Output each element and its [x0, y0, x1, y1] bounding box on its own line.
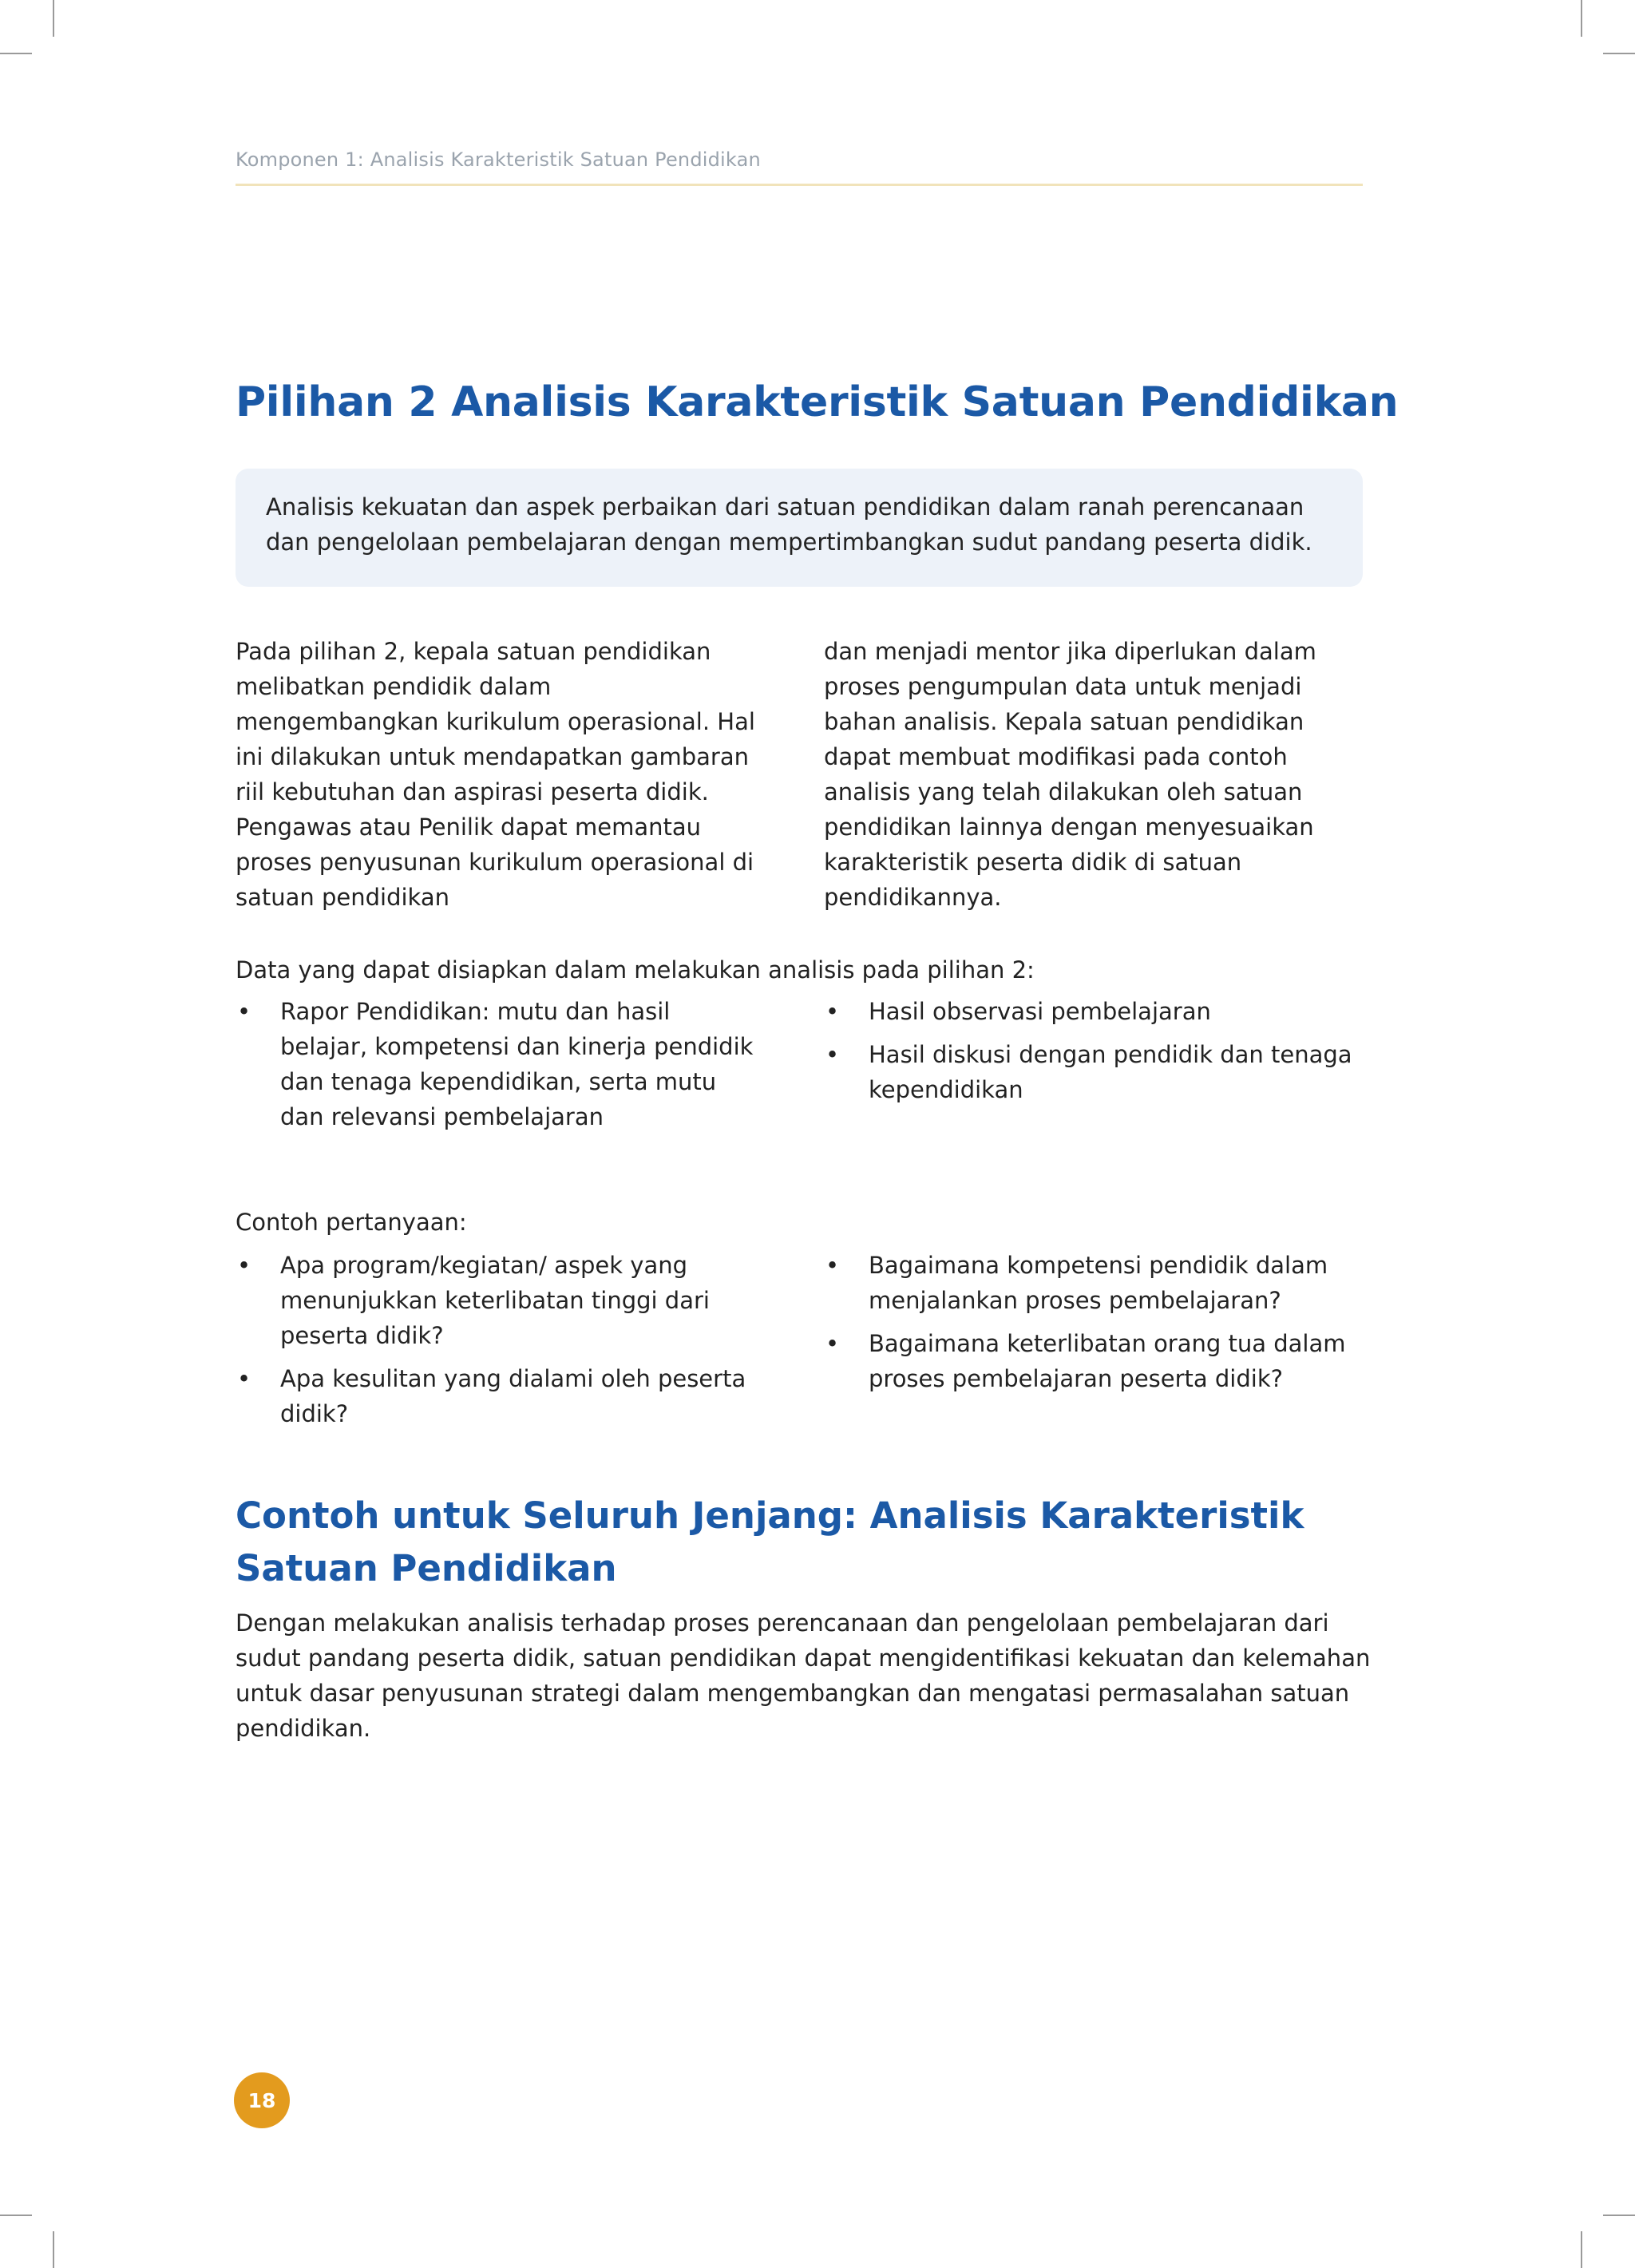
header-divider — [236, 184, 1363, 186]
crop-mark-bottom-right-vertical — [1581, 2231, 1582, 2268]
data-list-left — [236, 994, 762, 1142]
example-body: Dengan melakukan analisis terhadap proses perencanaan dan pengelolaan pembelajaran dari sudut pandang peserta didik, satuan pendidikan dapat mengidentifikasi kekuatan dan kelemahan untuk dasar penyusunan strategi dalam mengembangkan dan mengatasi permasalahan satuan pendidikan. — [236, 1609, 1371, 1742]
intro-left-column: Pada pilihan 2, kepala satuan pendidikan melibatkan pendidik dalam mengembangkan kurikulum operasional. Hal ini dilakukan untuk mendapatkan gambaran riil kebutuhan dan aspirasi peserta didik. Pengawas atau Penilik dapat memantau proses penyusunan kurikulum operasional di satuan pendidikan — [236, 638, 755, 911]
crop-mark-top-left-vertical — [53, 0, 54, 37]
intro-right-column: dan menjadi mentor jika diperlukan dalam proses pengumpulan data untuk menjadi bahan analisis. Kepala satuan pendidikan dapat membuat modifikasi pada contoh analisis yang telah dilakukan oleh satuan pendidikan lainnya dengan menyesuaikan karakteristik peserta didik di satuan pendidikannya. — [824, 638, 1316, 911]
page-number-badge: 18 — [234, 2072, 290, 2128]
bullet-icon: • — [237, 1365, 251, 1392]
crop-mark-bottom-left-horizontal — [0, 2215, 32, 2216]
bullet-icon: • — [237, 1252, 251, 1279]
list-item — [236, 1248, 758, 1353]
questions-list-left — [236, 1248, 758, 1439]
list-item — [824, 1037, 1367, 1107]
list-item-text: Bagaimana kompetensi pendidik dalam menjalankan proses pembelajaran? — [869, 1252, 1328, 1314]
list-item-text: Hasil observasi pembelajaran — [869, 998, 1211, 1025]
questions-list-right — [824, 1248, 1359, 1404]
crop-mark-top-right-vertical — [1581, 0, 1582, 37]
list-item-text: Rapor Pendidikan: mutu dan hasil belajar, kompetensi dan kinerja pendidik dan tenaga kependidikan, serta mutu dan relevansi pembelajaran — [280, 998, 754, 1130]
bullet-icon: • — [825, 1330, 840, 1357]
list-item — [236, 994, 762, 1134]
section-title: Pilihan 2 Analisis Karakteristik Satuan Pendidikan — [236, 378, 1399, 426]
data-list-lead: Data yang dapat disiapkan dalam melakukan analisis pada pilihan 2: — [236, 956, 1035, 984]
crop-mark-top-left-horizontal — [0, 53, 32, 54]
crop-mark-top-right-horizontal — [1603, 53, 1635, 54]
bullet-icon: • — [825, 1252, 840, 1279]
summary-callout — [236, 469, 1363, 587]
questions-lead: Contoh pertanyaan: — [236, 1209, 467, 1236]
list-item-text: Bagaimana keterlibatan orang tua dalam proses pembelajaran peserta didik? — [869, 1330, 1346, 1392]
list-item-text: Hasil diskusi dengan pendidik dan tenaga kependidikan — [869, 1041, 1352, 1103]
list-item-text: Apa kesulitan yang dialami oleh peserta didik? — [280, 1365, 746, 1427]
running-head: Komponen 1: Analisis Karakteristik Satuan Pendidikan — [236, 148, 761, 171]
list-item-text: Apa program/kegiatan/ aspek yang menunjukkan keterlibatan tinggi dari peserta didik? — [280, 1252, 710, 1349]
callout-text: Analisis kekuatan dan aspek perbaikan dari satuan pendidikan dalam ranah perencanaan dan pengelolaan pembelajaran dengan mempertimbangkan sudut pandang peserta didik. — [266, 493, 1312, 556]
example-title: Contoh untuk Seluruh Jenjang: Analisis Karakteristik Satuan Pendidikan — [236, 1494, 1304, 1589]
bullet-icon: • — [237, 998, 251, 1025]
list-item — [236, 1361, 758, 1431]
crop-mark-bottom-left-vertical — [53, 2231, 54, 2268]
bullet-icon: • — [825, 1041, 840, 1068]
crop-mark-bottom-right-horizontal — [1603, 2215, 1635, 2216]
list-item — [824, 994, 1367, 1029]
list-item — [824, 1326, 1359, 1396]
list-item — [824, 1248, 1359, 1318]
data-list-right — [824, 994, 1367, 1115]
bullet-icon: • — [825, 998, 840, 1025]
